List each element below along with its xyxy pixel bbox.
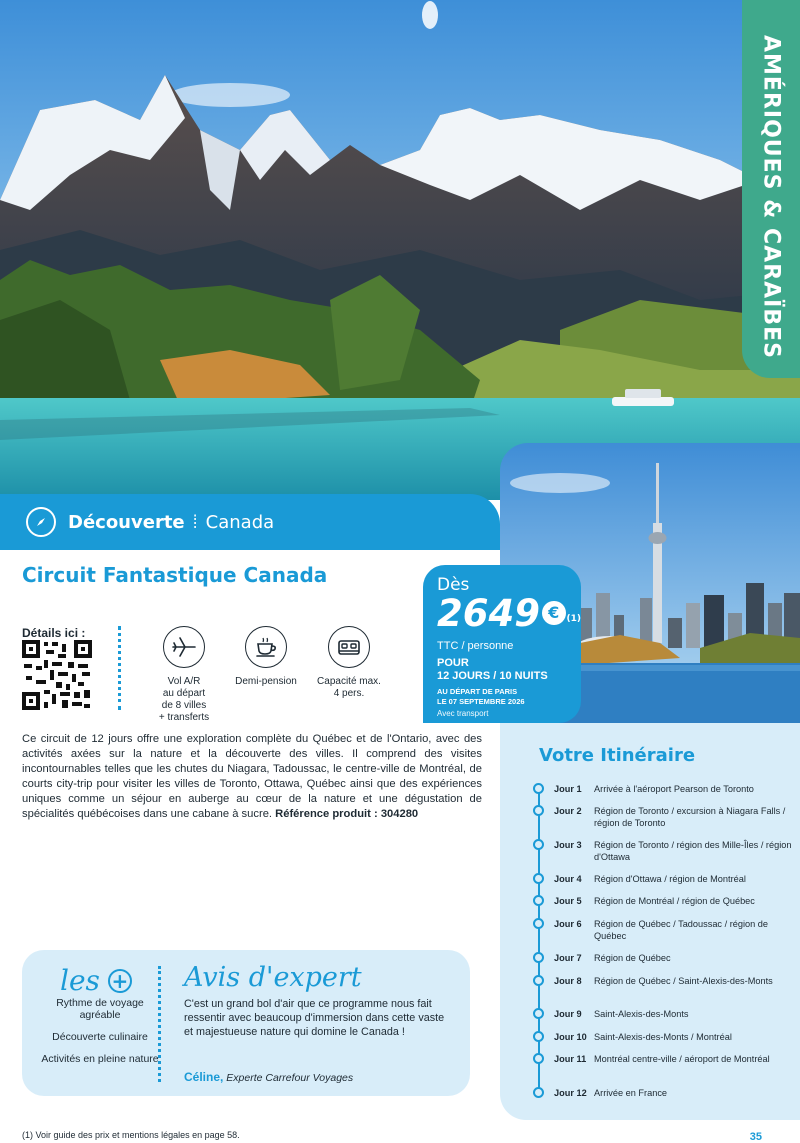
legal-footnote: (1) Voir guide des prix et mentions légales en page 58.	[22, 1130, 240, 1140]
timeline-dot	[533, 895, 544, 906]
price-duration-line1: POUR	[437, 657, 469, 669]
itinerary-day: Jour 12 Arrivée en France	[533, 1087, 793, 1099]
destination-label: Canada	[205, 511, 275, 533]
bed-icon	[328, 626, 370, 668]
product-description	[22, 732, 482, 822]
feature-meals-label: Demi-pension	[235, 676, 297, 687]
highlights-title: les +	[60, 964, 132, 997]
plane-icon	[163, 626, 205, 668]
itinerary-day: Jour 11 Montréal centre-ville / aéroport de Montréal	[533, 1053, 793, 1065]
timeline-dot	[533, 952, 544, 963]
timeline-dot	[533, 1053, 544, 1064]
itinerary-day: Jour 8 Région de Québec / Saint-Alexis-des-Monts	[533, 975, 793, 987]
timeline-dot	[533, 1087, 544, 1098]
timeline-dot	[533, 918, 544, 929]
product-reference: Référence produit : 304280	[275, 808, 419, 820]
timeline-dot	[533, 1031, 544, 1042]
itinerary-day: Jour 4 Région d'Ottawa / région de Montréal	[533, 873, 793, 885]
banner-separator: ⁞	[192, 511, 198, 532]
feature-capacity	[304, 626, 394, 700]
highlight-item: Activités en pleine nature	[41, 1053, 159, 1065]
itinerary-day: Jour 3 Région de Toronto / région des Mille-Îles / région d'Ottawa	[533, 839, 793, 863]
compass-icon	[26, 507, 56, 537]
cup-icon	[245, 626, 287, 668]
plus-icon: +	[108, 969, 132, 993]
category-label: Découverte	[68, 511, 185, 533]
details-divider	[118, 626, 121, 710]
feature-capacity-label: Capacité max. 4 pers.	[317, 676, 381, 699]
hero-landscape-photo	[0, 0, 800, 500]
description-text: Ce circuit de 12 jours offre une exploration complète du Québec et de l'Ontario, avec des activités axées sur la nature et la découverte des villes. Il comprend des visites incontournables telles que les chutes du Niagara, Tadoussac, le centre-ville de Montréal, de courts city-trip pour visiter les villes de Toronto, Ottawa, Québec ainsi que des expériences uniques comme un séjour en auberge au cœur de la nature et une dégustation de spécialités québécoises dans une cabane à sucre.	[22, 733, 482, 820]
category-banner	[0, 494, 500, 550]
expert-role: Experte Carrefour Voyages	[226, 1072, 354, 1084]
highlights-box	[22, 950, 470, 1096]
feature-flight-label: Vol A/R au départ de 8 villes + transferts	[158, 676, 210, 723]
itinerary-day: Jour 7 Région de Québec	[533, 952, 793, 964]
itinerary-day: Jour 2 Région de Toronto / excursion à Niagara Falls / région de Toronto	[533, 805, 793, 829]
highlight-item: Découverte culinaire	[52, 1031, 148, 1043]
expert-title: Avis d'expert	[184, 962, 362, 993]
price-duration-line2: 12 JOURS / 10 NUITS	[437, 670, 548, 682]
timeline-dot	[533, 783, 544, 794]
itinerary-day: Jour 10 Saint-Alexis-des-Monts / Montréal	[533, 1031, 793, 1043]
price-footnote-ref: (1)	[566, 614, 581, 624]
itinerary-day: Jour 9 Saint-Alexis-des-Monts	[533, 1008, 793, 1020]
timeline-dot	[533, 975, 544, 986]
itinerary-title: Votre Itinéraire	[539, 745, 696, 766]
timeline-dot	[533, 873, 544, 884]
feature-flight	[139, 626, 229, 724]
price-transport: Avec transport	[437, 709, 489, 718]
feature-meals	[221, 626, 311, 688]
price-duration	[437, 657, 581, 683]
section-tab-label: AMÉRIQUES & CARAÏBES	[758, 35, 784, 359]
price-departure	[437, 687, 581, 707]
price-amount: 2649	[437, 592, 540, 635]
price-ttc: TTC / personne	[437, 640, 514, 652]
expert-name: Céline,	[184, 1070, 224, 1084]
timeline-dot	[533, 805, 544, 816]
expert-author	[184, 1070, 353, 1084]
price-departure-line1: AU DÉPART DE PARIS	[437, 687, 518, 696]
price-amount-row	[437, 592, 581, 638]
price-departure-line2: LE 07 SEPTEMBRE 2026	[437, 697, 525, 706]
highlight-item: Rythme de voyage agréable	[56, 997, 144, 1021]
itinerary-timeline	[538, 789, 540, 1095]
expert-quote: C'est un grand bol d'air que ce programme nous fait ressentir avec beaucoup d'immersion dans cette vaste et majestueuse nature qui domine le Canada !	[184, 998, 445, 1038]
timeline-dot	[533, 1008, 544, 1019]
product-title: Circuit Fantastique Canada	[22, 563, 328, 587]
euro-currency-icon: €	[542, 601, 566, 625]
itinerary-panel	[500, 723, 800, 1120]
itinerary-day: Jour 5 Région de Montréal / région de Québec	[533, 895, 793, 907]
page-number: 35	[749, 1131, 762, 1143]
details-label: Détails ici :	[22, 626, 86, 640]
section-tab	[742, 0, 800, 378]
highlights-divider	[158, 966, 161, 1082]
price-box	[423, 565, 581, 723]
itinerary-day: Jour 1 Arrivée à l'aéroport Pearson de Toronto	[533, 783, 793, 795]
itinerary-day: Jour 6 Région de Québec / Tadoussac / région de Québec	[533, 918, 793, 942]
timeline-dot	[533, 839, 544, 850]
price-from-label: Dès	[437, 575, 470, 595]
qr-code-icon[interactable]	[22, 640, 92, 710]
